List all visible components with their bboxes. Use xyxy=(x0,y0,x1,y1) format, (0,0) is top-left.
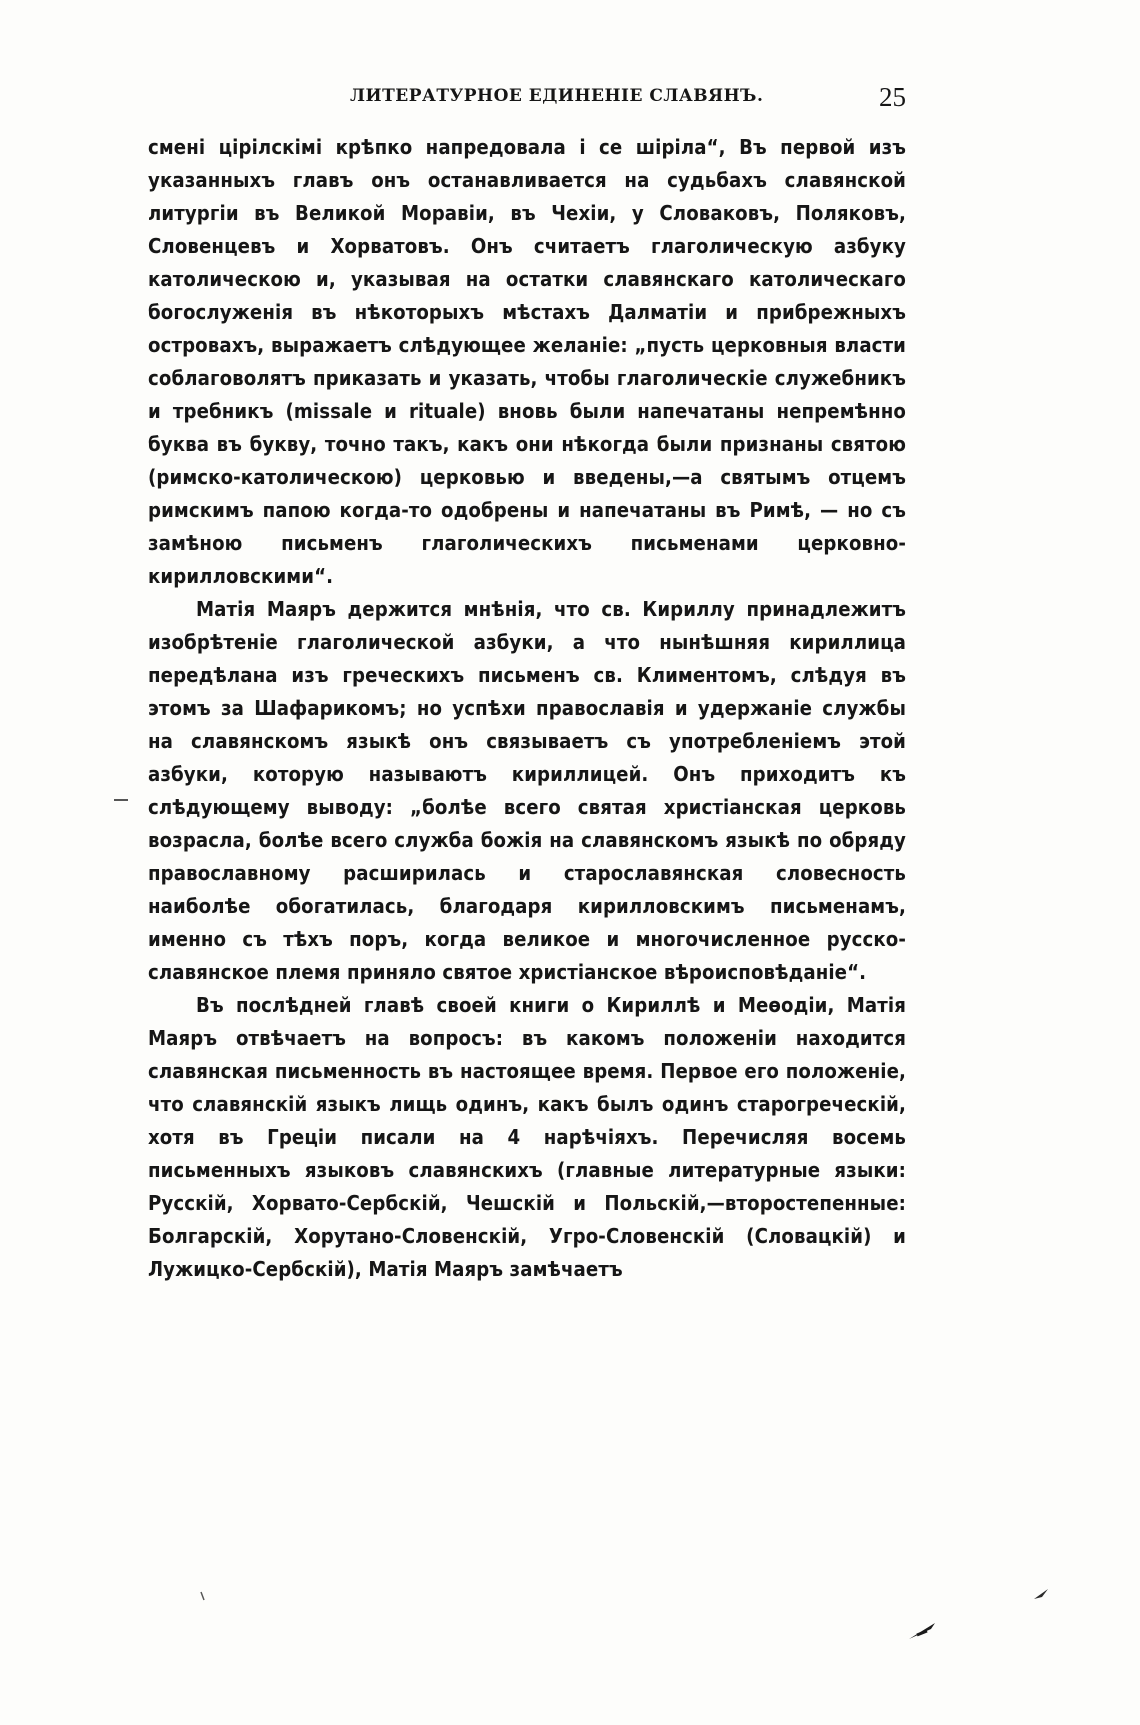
page-header xyxy=(350,82,906,118)
paragraph-3: Въ послѣдней главѣ своей книги о Кириллѣ и Меѳодіи, Матія Маяръ отвѣчаетъ на вопросъ: въ какомъ положеніи находится славянская письменность въ настоящее время. Первое его положеніе, что славянскій языкъ лищь одинъ, какъ былъ одинъ старогреческій, хотя въ Греціи писали на 4 нарѣчіяхъ. Перечисляя восемь письменныхъ языковъ славянскихъ (главные литературные языки: Русскій, Хорвато-Сербскій, Чешскій и Польскій,—второстепенные: Болгарскій, Хорутано-Словенскій, Угро-Словенскій (Словацкій) и Лужицко-Сербскій), Матія Маяръ замѣчаетъ xyxy=(148,993,906,1281)
paragraph-2: Матія Маяръ держится мнѣнія, что св. Кириллу принадлежитъ изобрѣтеніе глаголической азбуки, а что нынѣшняя кириллица передѣлана изъ греческихъ письменъ св. Климентомъ, слѣдуя въ этомъ за Шафарикомъ; но успѣхи православія и удержаніе службы на славянскомъ языкѣ онъ связываетъ съ употребленіемъ этой азбуки, которую называютъ кириллицей. Онъ приходитъ къ слѣдующему выводу: „болѣе всего святая христіанская церковь возрасла, болѣе всего служба божія на славянскомъ языкѣ по обряду православному расширилась и старославянская словесность наиболѣе обогатилась, благодаря кирилловскимъ письменамъ, именно съ тѣхъ поръ, когда великое и многочисленное русско-славянское племя приняло святое христіанское вѣроисповѣданіе“. xyxy=(148,597,906,984)
paragraph-1: смені цірілскімі крѣпко напредовала і се шіріла“, Въ первой изъ указанныхъ главъ онъ останавливается на судьбахъ славянской литургіи въ Великой Моравіи, въ Чехіи, у Словаковъ, Поляковъ, Словенцевъ и Хорватовъ. Онъ считаетъ глаголическую азбуку католическою и, указывая на остатки славянскаго католическаго богослуженія въ нѣкоторыхъ мѣстахъ Далматіи и прибрежныхъ островахъ, выражаетъ слѣдующее желаніе: „пусть церковныя власти соблаговолятъ приказать и указать, чтобы глаголическіе служебникъ и требникъ (missale и rituale) вновь были напечатаны непремѣнно буква въ букву, точно такъ, какъ они нѣкогда были признаны святою (римско-католическою) церковью и введены,—а святымъ отцемъ римскимъ папою когда-то одобрены и напечатаны въ Римѣ, — но съ замѣною письменъ глаголическихъ письменами церковно-кирилловскими“. xyxy=(148,135,906,588)
page-number: 25 xyxy=(879,82,906,112)
running-title: ЛИТЕРАТУРНОЕ ЕДИНЕНІЕ СЛАВЯНЪ. xyxy=(350,86,764,106)
ink-smudge-mark xyxy=(905,1605,965,1645)
margin-mark xyxy=(114,799,128,801)
body-text xyxy=(148,131,906,1286)
ink-speck-mark xyxy=(198,1590,208,1604)
ink-dot-mark xyxy=(1030,1585,1054,1609)
